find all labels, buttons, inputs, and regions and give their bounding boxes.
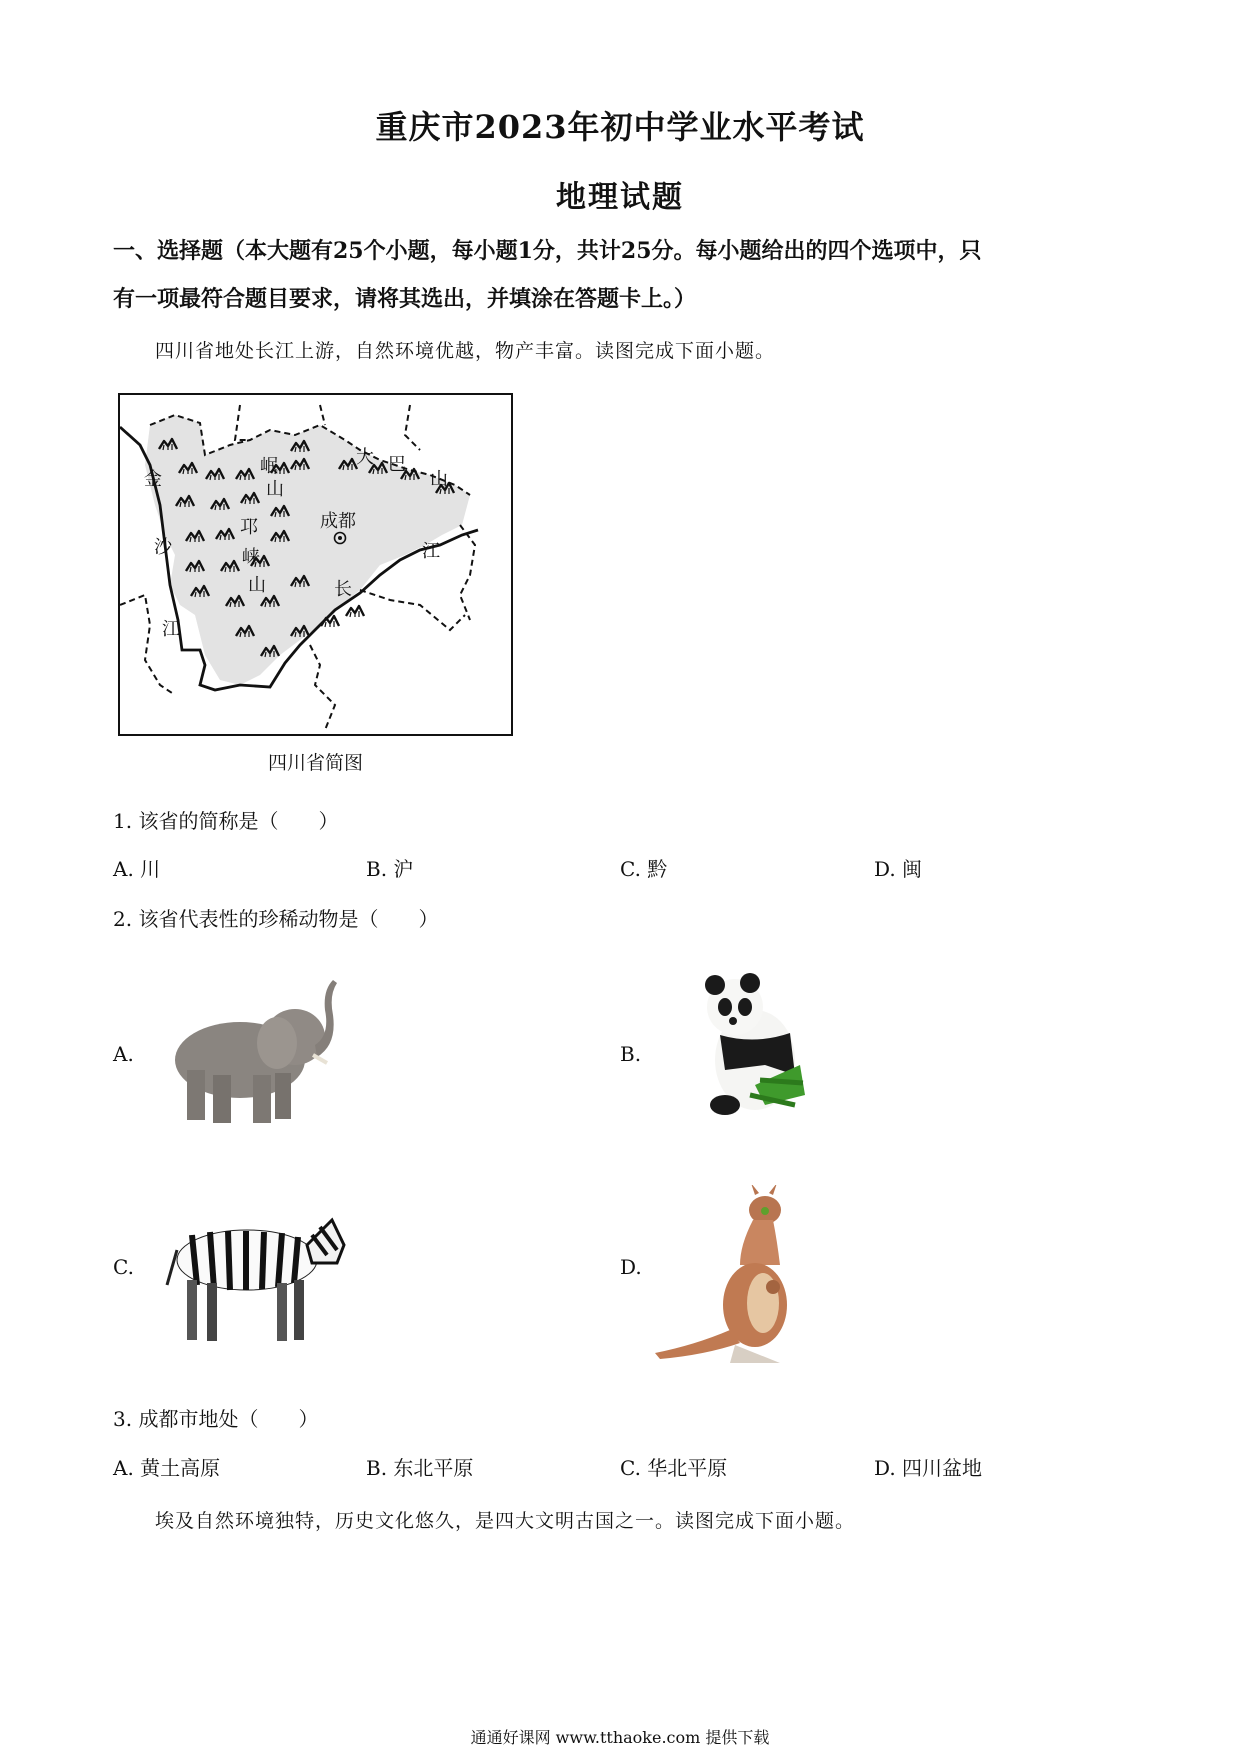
q1-option-a[interactable]: A. 川: [113, 857, 161, 881]
elephant-image[interactable]: [165, 975, 345, 1135]
q2-option-d-label[interactable]: D.: [620, 1255, 642, 1279]
zebra-image[interactable]: [162, 1205, 347, 1350]
question-2-stem: 2. 该省代表性的珍稀动物是（ ）: [113, 907, 439, 931]
panda-image[interactable]: [695, 965, 810, 1120]
label-jiang-w: 江: [162, 619, 180, 640]
label-jiang-e: 江: [422, 541, 440, 562]
q1-option-b[interactable]: B. 沪: [366, 857, 414, 881]
label-jin: 金: [144, 469, 162, 490]
page-title: 重庆市2023年初中学业水平考试: [375, 108, 865, 146]
question-3-stem: 3. 成都市地处（ ）: [113, 1407, 319, 1431]
page-footer: 通通好课网 www.tthaoke.com 提供下载: [470, 1728, 770, 1747]
q3-option-b[interactable]: B. 东北平原: [366, 1456, 474, 1480]
label-da: 大: [356, 447, 374, 468]
sichuan-map-graphic: [120, 395, 510, 733]
q2-option-a-label[interactable]: A.: [113, 1042, 134, 1066]
label-shan-daba: 山: [430, 469, 448, 490]
q3-option-d[interactable]: D. 四川盆地: [874, 1456, 983, 1480]
label-min: 岷: [260, 456, 278, 477]
intro-sichuan: 四川省地处长江上游，自然环境优越，物产丰富。读图完成下面小题。: [155, 340, 776, 362]
question-1-stem: 1. 该省的简称是（ ）: [113, 809, 339, 833]
sichuan-map: [118, 393, 513, 736]
label-chengdu: 成都: [320, 511, 356, 532]
q1-option-d[interactable]: D. 闽: [874, 857, 923, 881]
label-shan-qiong: 山: [248, 575, 266, 596]
label-sha: 沙: [154, 537, 172, 558]
intro-egypt: 埃及自然环境独特，历史文化悠久，是四大文明古国之一。读图完成下面小题。: [155, 1510, 856, 1532]
q3-option-c[interactable]: C. 华北平原: [620, 1456, 728, 1480]
label-chang: 长: [334, 579, 352, 600]
q3-option-a[interactable]: A. 黄土高原: [113, 1456, 221, 1480]
label-qiong: 邛: [240, 517, 258, 538]
label-lai: 崃: [242, 547, 260, 568]
label-ba: 巴: [388, 454, 406, 475]
page-subtitle: 地理试题: [556, 180, 684, 215]
q2-option-c-label[interactable]: C.: [113, 1255, 134, 1279]
q2-option-b-label[interactable]: B.: [620, 1042, 642, 1066]
map-caption: 四川省简图: [267, 752, 363, 774]
kangaroo-image[interactable]: [655, 1185, 815, 1370]
label-shan-min: 山: [266, 479, 284, 500]
q1-option-c[interactable]: C. 黔: [620, 857, 668, 881]
section-heading-line1: 一、选择题（本大题有25个小题，每小题1分，共计25分。每小题给出的四个选项中，只: [113, 238, 982, 264]
section-heading-line2: 有一项最符合题目要求，请将其选出，并填涂在答题卡上。）: [113, 286, 697, 312]
